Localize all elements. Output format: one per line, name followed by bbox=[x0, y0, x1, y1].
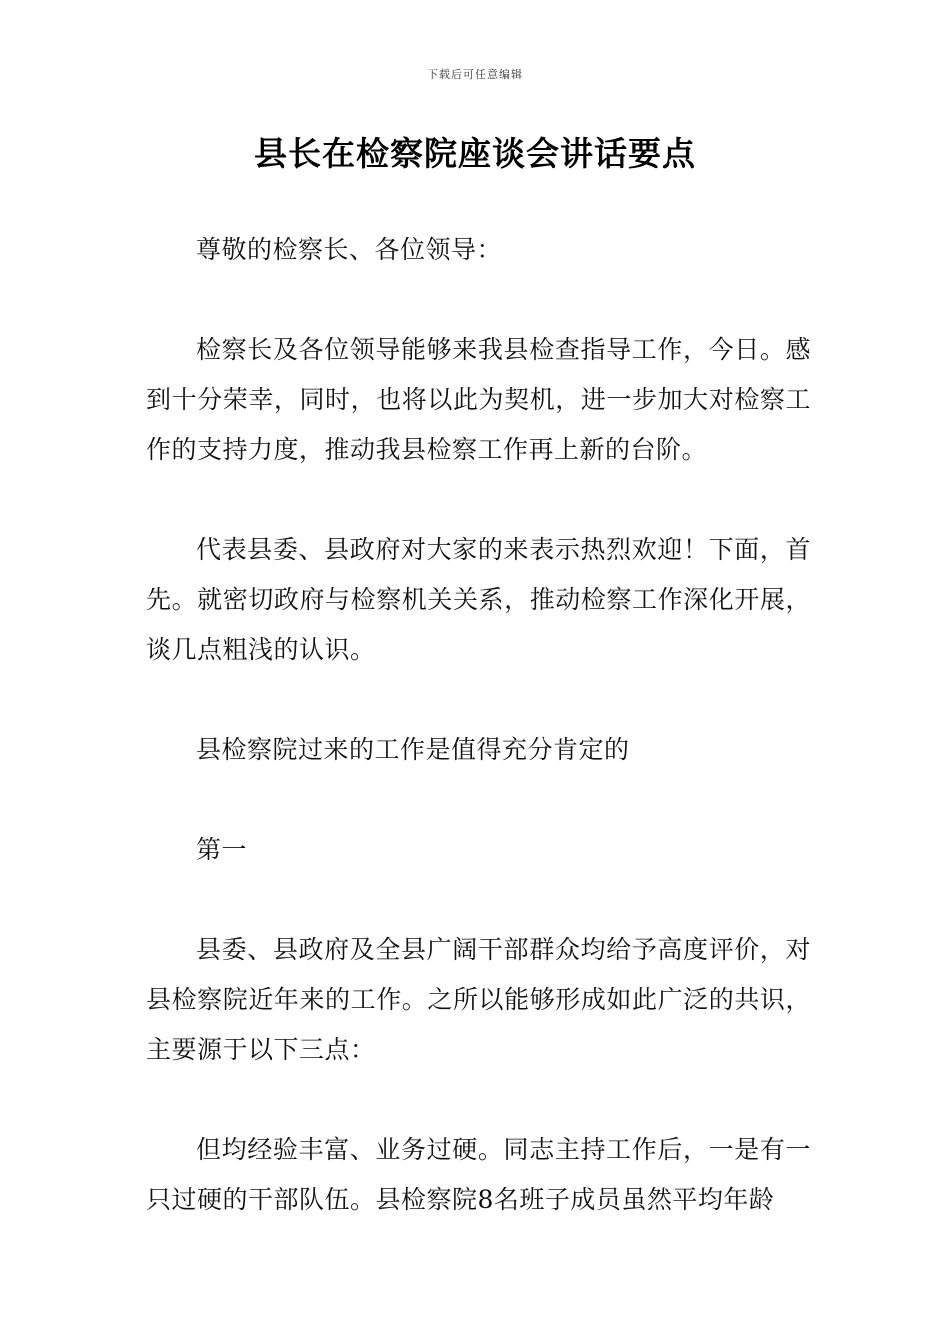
document-body bbox=[146, 225, 811, 1275]
section-heading: 县检察院过来的工作是值得充分肯定的 bbox=[196, 735, 630, 764]
body-paragraph: 但均经验丰富、业务过硬。同志主持工作后，一是有一只过硬的干部队伍。县检察院8名班子成员虽然平均年龄 bbox=[146, 1135, 811, 1214]
body-paragraph: 县委、县政府及全县广阔干部群众均给予高度评价，对县检察院近年来的工作。之所以能够形成如此广泛的共识，主要源于以下三点： bbox=[146, 935, 811, 1064]
body-paragraph: 检察长及各位领导能够来我县检查指导工作，今日。感到十分荣幸，同时，也将以此为契机，进一步加大对检察工作的支持力度，推动我县检察工作再上新的台阶。 bbox=[146, 335, 811, 464]
body-paragraph: 代表县委、县政府对大家的来表示热烈欢迎！下面，首先。就密切政府与检察机关关系，推动检察工作深化开展，谈几点粗浅的认识。 bbox=[146, 535, 811, 664]
document-title: 县长在检察院座谈会讲话要点 bbox=[254, 134, 696, 173]
salutation-paragraph: 尊敬的检察长、各位领导： bbox=[196, 235, 503, 264]
page-header-note: 下载后可任意编辑 bbox=[427, 68, 523, 81]
section-number: 第一 bbox=[196, 835, 248, 864]
